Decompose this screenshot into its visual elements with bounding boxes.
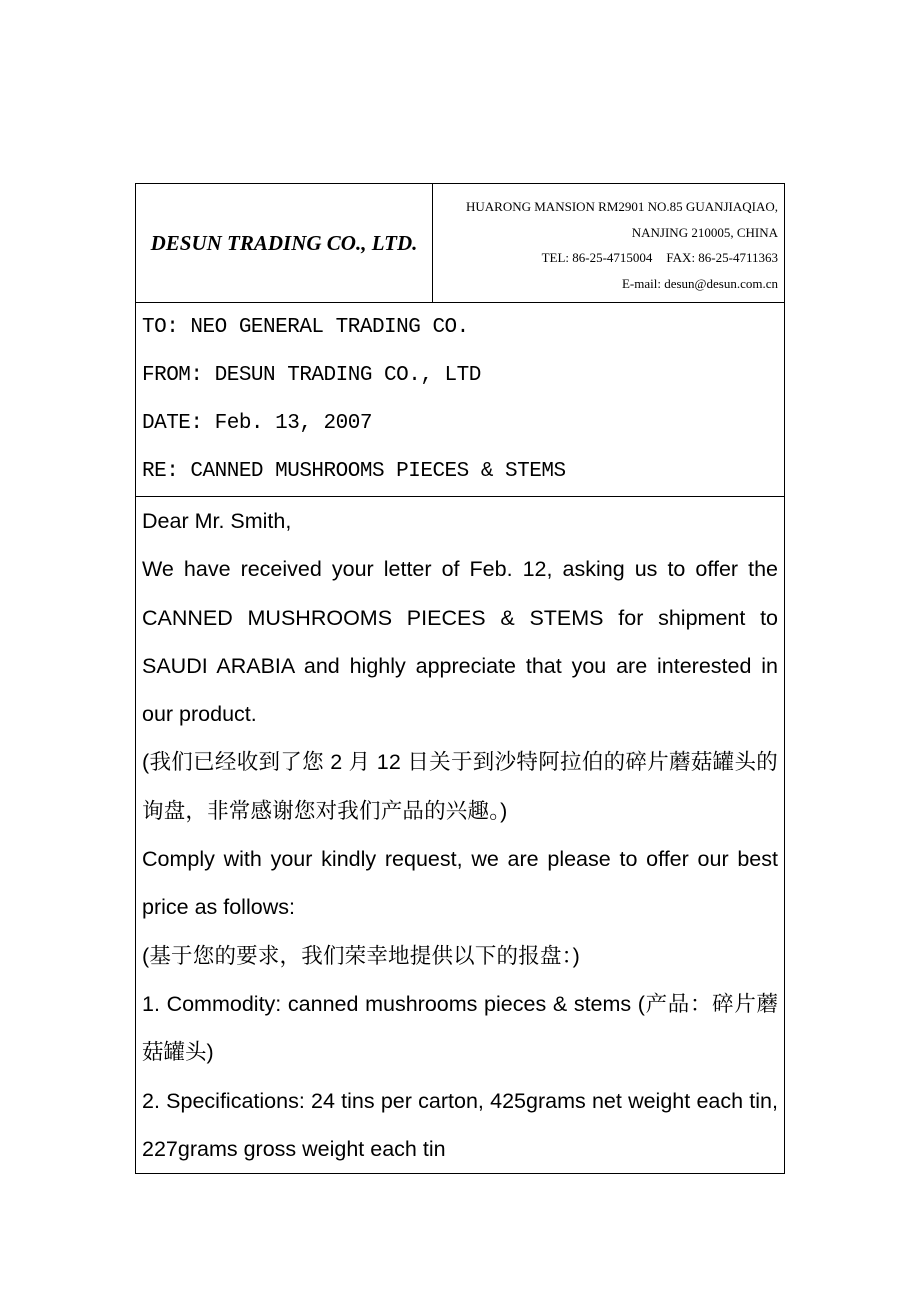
fax-number: FAX: 86-25-4711363 <box>666 250 778 265</box>
meta-block <box>136 303 785 497</box>
company-name: DESUN TRADING CO., LTD. <box>136 184 433 303</box>
item-specifications: 2. Specifications: 24 tins per carton, 425grams net weight each tin, 227grams gross weight each tin <box>142 1088 778 1161</box>
salutation: Dear Mr. Smith, <box>142 509 292 533</box>
letter-table <box>135 183 785 1174</box>
from-line: FROM: DESUN TRADING CO., LTD <box>142 364 481 387</box>
paragraph-received: We have received your letter of Feb. 12, asking us to offer the CANNED MUSHROOMS PIECES & STEMS for shipment to SAUDI ARABIA and highly appreciate that you are interested in our product. <box>142 557 778 727</box>
item-commodity: 1. Commodity: canned mushrooms pieces & stems (产品：碎片蘑菇罐头) <box>142 991 778 1065</box>
paragraph-received-chinese: (我们已经收到了您 2 月 12 日关于到沙特阿拉伯的碎片蘑菇罐头的询盘，非常感谢您对我们产品的兴趣。) <box>142 750 778 823</box>
company-address-block <box>433 184 785 303</box>
date-line: DATE: Feb. 13, 2007 <box>142 412 372 435</box>
body-row <box>136 497 785 1174</box>
letterhead-row <box>136 184 785 303</box>
paragraph-offer-chinese: (基于您的要求，我们荣幸地提供以下的报盘：) <box>142 943 580 968</box>
phone-fax-line <box>439 245 778 271</box>
meta-row <box>136 303 785 497</box>
paragraph-offer: Comply with your kindly request, we are please to offer our best price as follows: <box>142 847 778 920</box>
to-line: TO: NEO GENERAL TRADING CO. <box>142 316 469 339</box>
letter-body <box>136 497 785 1174</box>
tel-number: TEL: 86-25-4715004 <box>541 250 653 265</box>
address-line-2: NANJING 210005, CHINA <box>631 224 778 240</box>
address-line-1: HUARONG MANSION RM2901 NO.85 GUANJIAQIAO, <box>466 199 778 214</box>
email-address: E-mail: desun@desun.com.cn <box>621 275 778 291</box>
subject-line: RE: CANNED MUSHROOMS PIECES & STEMS <box>142 460 566 483</box>
